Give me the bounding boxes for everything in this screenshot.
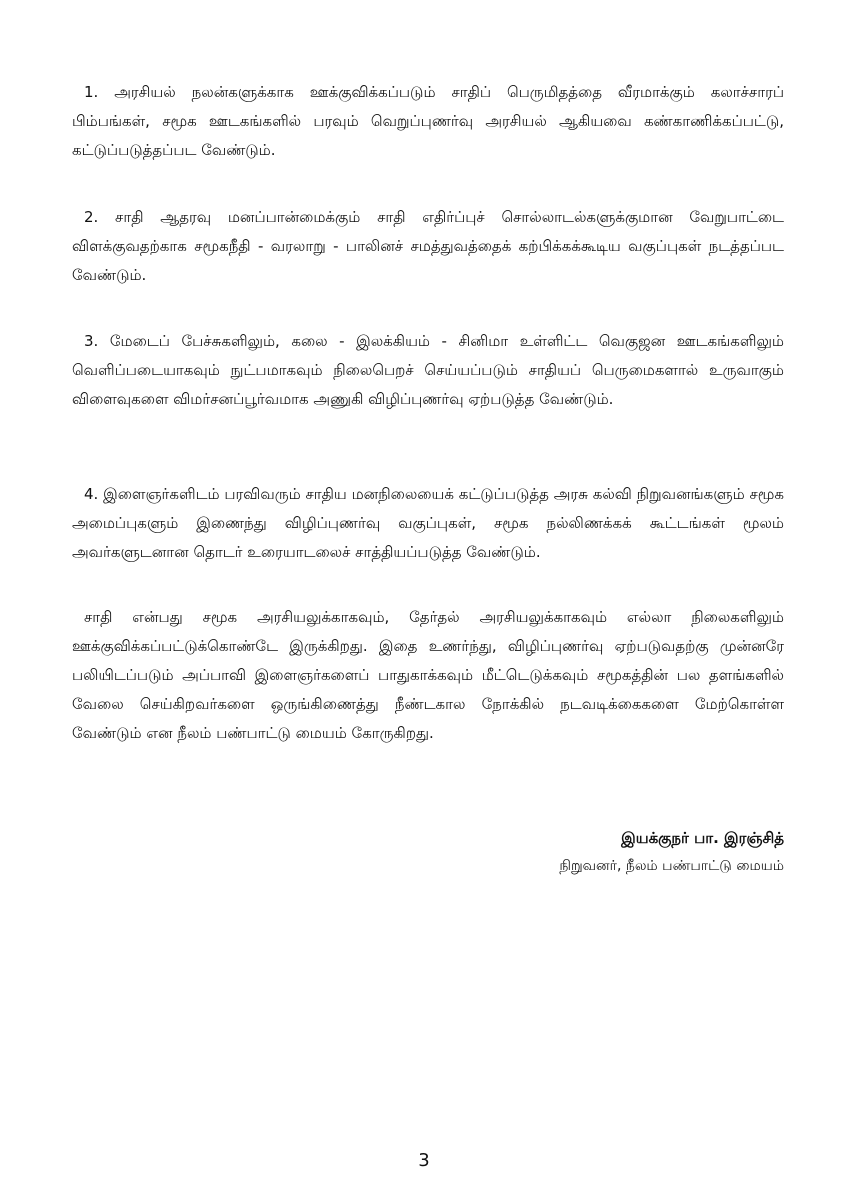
page-number: 3 <box>418 1150 430 1171</box>
paragraph-point-2: 2. சாதி ஆதரவு மனப்பான்மைக்கும் சாதி எதிர்ப்புச் சொல்லாடல்களுக்குமான வேறுபாட்டை விளக்குவதற்காக சமூகநீதி - வரலாறு - பாலினச் சமத்துவத்தைக் கற்பிக்கக்கூடிய வகுப்புகள் நடத்தப்பட வேண்டும். <box>72 208 784 284</box>
paragraph-point-4: 4. இளைஞர்களிடம் பரவிவரும் சாதிய மனநிலையைக் கட்டுப்படுத்த அரசு கல்வி நிறுவனங்களும் சமூக அமைப்புகளும் இணைந்து விழிப்புணர்வு வகுப்புகள், சமூக நல்லிணக்கக் கூட்டங்கள் மூலம் அவர்களுடனான தொடர் உரையாடலைச் சாத்தியப்படுத்த வேண்டும். <box>72 485 784 561</box>
paragraph-point-3: 3. மேடைப் பேச்சுகளிலும், கலை - இலக்கியம் - சினிமா உள்ளிட்ட வெகுஜன ஊடகங்களிலும் வெளிப்படையாகவும் நுட்பமாகவும் நிலைபெறச் செய்யப்படும் சாதியப் பெருமைகளால் உருவாகும் விளைவுகளை விமர்சனப்பூர்வமாக அணுகி விழிப்புணர்வு ஏற்படுத்த வேண்டும். <box>72 332 784 408</box>
signature-block <box>559 824 784 880</box>
paragraph-conclusion: சாதி என்பது சமூக அரசியலுக்காகவும், தேர்தல் அரசியலுக்காகவும் எல்லா நிலைகளிலும் ஊக்குவிக்கப்பட்டுக்கொண்டே இருக்கிறது. இதை உணர்ந்து, விழிப்புணர்வு ஏற்படுவதற்கு முன்னரே பலியிடப்படும் அப்பாவி இளைஞர்களைப் பாதுகாக்கவும் மீட்டெடுக்கவும் சமூகத்தின் பல தளங்களில் வேலை செய்கிறவர்களை ஒருங்கிணைத்து நீண்டகால நோக்கில் நடவடிக்கைகளை மேற்கொள்ள வேண்டும் என நீலம் பண்பாட்டு மையம் கோருகிறது. <box>72 608 784 742</box>
paragraph-point-1: 1. அரசியல் நலன்களுக்காக ஊக்குவிக்கப்படும் சாதிப் பெருமிதத்தை வீரமாக்கும் கலாச்சாரப் பிம்பங்கள், சமூக ஊடகங்களில் பரவும் வெறுப்புணர்வு அரசியல் ஆகியவை கண்காணிக்கப்பட்டு, கட்டுப்படுத்தப்பட வேண்டும். <box>72 83 784 159</box>
signatory-name: இயக்குநர் பா. இரஞ்சித் <box>621 829 784 847</box>
signatory-title: நிறுவனர், நீலம் பண்பாட்டு மையம் <box>559 858 784 874</box>
